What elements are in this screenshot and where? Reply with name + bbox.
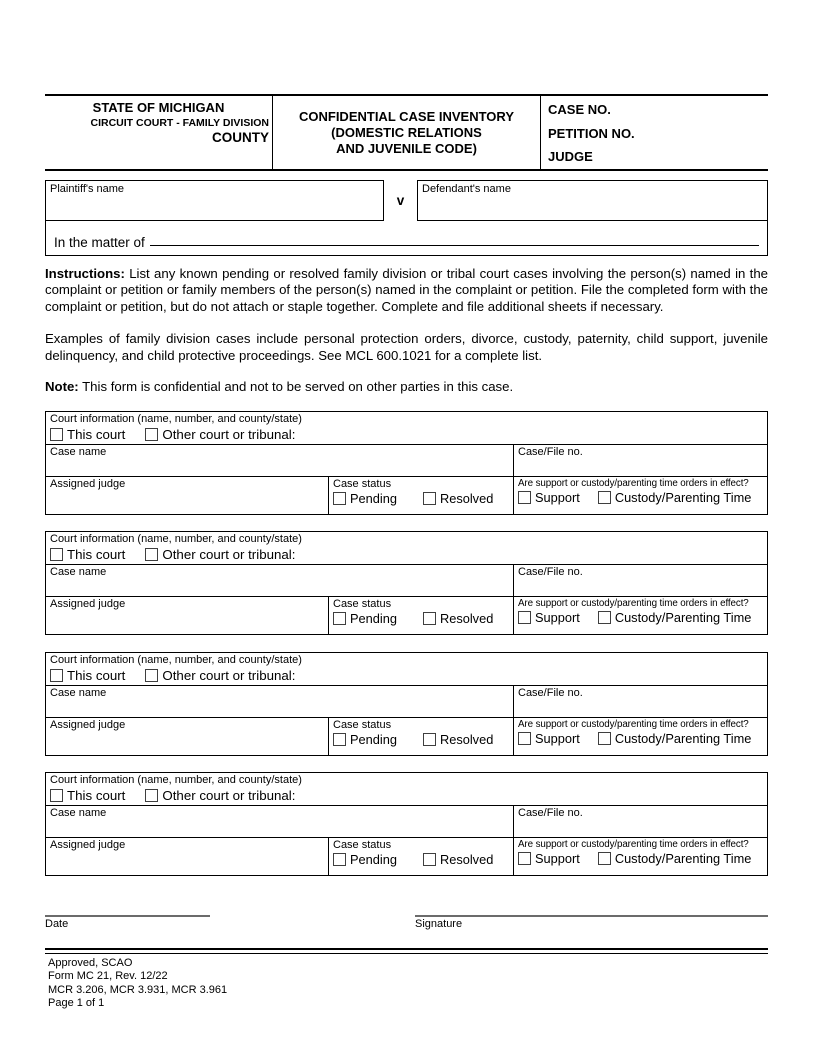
resolved-checkbox[interactable] xyxy=(423,853,436,866)
form-title-line1: CONFIDENTIAL CASE INVENTORY xyxy=(298,108,514,124)
orders-cell xyxy=(514,838,767,875)
support-label: Support xyxy=(535,609,580,625)
examples-paragraph: Examples of family division cases include personal protection orders, divorce, custody, paternity, child support, juvenile delinquency, and child protective proceedings. See MCL 600.1021 for a complete list. xyxy=(45,331,768,363)
this-court-checkbox[interactable] xyxy=(50,669,63,682)
plaintiff-name-label: Plaintiff's name xyxy=(50,183,125,195)
pending-label: Pending xyxy=(350,491,397,506)
orders-question-label: Are support or custody/parenting time orders in effect? xyxy=(518,718,749,730)
other-court-checkbox[interactable] xyxy=(145,428,158,441)
case-name-label: Case name xyxy=(50,565,107,578)
note-text: This form is confidential and not to be served on other parties in this case. xyxy=(78,379,514,395)
court-choice-row xyxy=(50,788,763,803)
this-court-checkbox[interactable] xyxy=(50,548,63,561)
case-file-no-label: Case/File no. xyxy=(518,565,583,578)
other-court-label: Other court or tribunal: xyxy=(162,667,296,683)
defendant-name-label: Defendant's name xyxy=(422,183,511,195)
assigned-judge-label: Assigned judge xyxy=(50,838,126,851)
form-number-label: Form MC 21, Rev. 12/22 xyxy=(48,970,168,983)
pending-checkbox[interactable] xyxy=(333,853,346,866)
case-status-label: Case status xyxy=(333,838,392,851)
instructions-section xyxy=(45,266,768,395)
court-info-row xyxy=(46,653,767,686)
orders-choice-row xyxy=(518,851,765,866)
case-name-row xyxy=(46,806,767,838)
court-choice-row xyxy=(50,668,763,683)
court-division-title: CIRCUIT COURT - FAMILY DIVISION xyxy=(90,117,269,129)
custody-checkbox[interactable] xyxy=(598,611,611,624)
case-name-field[interactable] xyxy=(46,565,514,596)
custody-checkbox[interactable] xyxy=(598,732,611,745)
custody-label: Custody/Parenting Time xyxy=(614,730,752,746)
support-checkbox[interactable] xyxy=(518,611,531,624)
parties-row xyxy=(46,180,767,221)
orders-question-label: Are support or custody/parenting time orders in effect? xyxy=(518,597,749,609)
case-status-cell xyxy=(329,597,514,634)
signature-label: Signature xyxy=(415,918,463,930)
header-court-cell xyxy=(45,96,272,169)
custody-label: Custody/Parenting Time xyxy=(614,489,752,505)
status-choice-row xyxy=(333,732,509,747)
this-court-label: This court xyxy=(67,426,126,442)
court-info-row xyxy=(46,532,767,565)
signature-field[interactable] xyxy=(415,915,768,930)
case-status-cell xyxy=(329,477,514,514)
orders-cell xyxy=(514,477,767,514)
case-name-row xyxy=(46,445,767,477)
orders-choice-row xyxy=(518,610,765,625)
orders-question-label: Are support or custody/parenting time orders in effect? xyxy=(518,838,749,850)
pending-label: Pending xyxy=(350,611,397,626)
orders-question-label: Are support or custody/parenting time orders in effect? xyxy=(518,477,749,489)
status-choice-row xyxy=(333,611,509,626)
case-status-label: Case status xyxy=(333,718,392,731)
status-choice-row xyxy=(333,852,509,867)
this-court-checkbox[interactable] xyxy=(50,428,63,441)
assigned-judge-field[interactable] xyxy=(46,477,329,514)
case-status-cell xyxy=(329,718,514,755)
case-name-field[interactable] xyxy=(46,686,514,717)
custody-label: Custody/Parenting Time xyxy=(614,850,752,866)
assigned-judge-field[interactable] xyxy=(46,718,329,755)
support-label: Support xyxy=(535,489,580,505)
case-status-row xyxy=(46,597,767,634)
support-checkbox[interactable] xyxy=(518,732,531,745)
this-court-label: This court xyxy=(67,667,126,683)
case-name-label: Case name xyxy=(50,445,107,458)
resolved-label: Resolved xyxy=(439,611,494,626)
case-file-no-label: Case/File no. xyxy=(518,686,583,699)
pending-label: Pending xyxy=(350,732,397,747)
court-info-label: Court information (name, number, and county/state) xyxy=(50,774,302,786)
note-paragraph xyxy=(45,379,768,395)
instructions-text: List any known pending or resolved family division or tribal court cases involving the person(s) named in the complaint or petition or family members of the person(s) named in the complaint or petition. File the completed form with the complaint or petition, but do not attach or staple together. Complete and file additional sheets if necessary. xyxy=(45,266,768,314)
case-name-row xyxy=(46,686,767,718)
instructions-paragraph xyxy=(45,266,768,315)
footer-divider xyxy=(45,948,768,954)
case-name-label: Case name xyxy=(50,686,107,699)
case-numbers-cell[interactable] xyxy=(541,96,768,169)
note-lead: Note: xyxy=(45,379,79,395)
case-no-label: CASE NO. xyxy=(548,102,611,117)
resolved-checkbox[interactable] xyxy=(423,733,436,746)
case-file-no-label: Case/File no. xyxy=(518,445,583,458)
case-name-field[interactable] xyxy=(46,806,514,837)
case-status-label: Case status xyxy=(333,597,392,610)
other-court-checkbox[interactable] xyxy=(145,548,158,561)
court-choice-row xyxy=(50,547,763,562)
case-status-cell xyxy=(329,838,514,875)
court-info-label: Court information (name, number, and county/state) xyxy=(50,654,302,666)
this-court-label: This court xyxy=(67,787,126,803)
resolved-checkbox[interactable] xyxy=(423,612,436,625)
court-info-row xyxy=(46,773,767,806)
case-status-label: Case status xyxy=(333,477,392,490)
pending-checkbox[interactable] xyxy=(333,733,346,746)
form-title-cell xyxy=(272,96,541,169)
state-title: STATE OF MICHIGAN xyxy=(92,100,225,115)
case-name-row xyxy=(46,565,767,597)
approved-scao-label: Approved, SCAO xyxy=(48,957,133,969)
signature-line[interactable] xyxy=(415,915,768,917)
case-file-no-label: Case/File no. xyxy=(518,806,583,819)
case-block-3 xyxy=(45,652,768,756)
orders-choice-row xyxy=(518,490,765,505)
date-label: Date xyxy=(45,918,69,930)
court-info-label: Court information (name, number, and county/state) xyxy=(50,533,302,545)
case-file-no-field[interactable] xyxy=(514,565,767,596)
other-court-label: Other court or tribunal: xyxy=(162,787,296,803)
orders-cell xyxy=(514,718,767,755)
case-status-row xyxy=(46,838,767,875)
resolved-checkbox[interactable] xyxy=(423,492,436,505)
assigned-judge-label: Assigned judge xyxy=(50,597,126,610)
case-status-row xyxy=(46,477,767,514)
parties-caption xyxy=(45,180,768,256)
resolved-label: Resolved xyxy=(439,491,494,506)
other-court-checkbox[interactable] xyxy=(145,789,158,802)
case-name-field[interactable] xyxy=(46,445,514,476)
support-label: Support xyxy=(535,850,580,866)
other-court-checkbox[interactable] xyxy=(145,669,158,682)
pending-checkbox[interactable] xyxy=(333,612,346,625)
other-court-label: Other court or tribunal: xyxy=(162,546,296,562)
resolved-label: Resolved xyxy=(439,732,494,747)
custody-checkbox[interactable] xyxy=(598,491,611,504)
case-file-no-field[interactable] xyxy=(514,806,767,837)
case-file-no-field[interactable] xyxy=(514,445,767,476)
mcr-citations-label: MCR 3.206, MCR 3.931, MCR 3.961 xyxy=(48,983,228,996)
case-name-label: Case name xyxy=(50,806,107,819)
assigned-judge-label: Assigned judge xyxy=(50,477,126,490)
custody-checkbox[interactable] xyxy=(598,852,611,865)
this-court-label: This court xyxy=(67,546,126,562)
other-court-label: Other court or tribunal: xyxy=(162,426,296,442)
matter-write-in-line[interactable] xyxy=(150,245,759,246)
versus-label: v xyxy=(396,193,405,208)
defendant-name-field[interactable] xyxy=(417,180,767,221)
case-status-row xyxy=(46,718,767,755)
form-title-line2: (DOMESTIC RELATIONS xyxy=(331,124,482,140)
resolved-label: Resolved xyxy=(439,852,494,867)
case-block-1 xyxy=(45,411,768,515)
instructions-lead: Instructions: xyxy=(45,266,125,281)
petition-no-label: PETITION NO. xyxy=(548,125,635,141)
in-the-matter-of-label: In the matter of xyxy=(54,235,145,250)
assigned-judge-field[interactable] xyxy=(46,597,329,634)
court-choice-row xyxy=(50,427,763,442)
status-choice-row xyxy=(333,491,509,506)
court-info-row xyxy=(46,412,767,445)
support-checkbox[interactable] xyxy=(518,852,531,865)
date-line[interactable] xyxy=(45,915,210,917)
support-checkbox[interactable] xyxy=(518,491,531,504)
county-label: COUNTY xyxy=(212,130,269,145)
assigned-judge-field[interactable] xyxy=(46,838,329,875)
case-file-no-field[interactable] xyxy=(514,686,767,717)
date-field[interactable] xyxy=(45,915,210,930)
judge-label: JUDGE xyxy=(548,149,593,164)
pending-label: Pending xyxy=(350,852,397,867)
form-footer xyxy=(48,957,227,1011)
form-title-line3: AND JUVENILE CODE) xyxy=(336,140,477,156)
court-info-label: Court information (name, number, and county/state) xyxy=(50,413,302,425)
plaintiff-name-field[interactable] xyxy=(46,180,384,221)
assigned-judge-label: Assigned judge xyxy=(50,718,126,731)
orders-choice-row xyxy=(518,731,765,746)
orders-cell xyxy=(514,597,767,634)
page-number-label: Page 1 of 1 xyxy=(48,997,105,1010)
case-block-2 xyxy=(45,531,768,635)
pending-checkbox[interactable] xyxy=(333,492,346,505)
support-label: Support xyxy=(535,730,580,746)
form-header xyxy=(45,94,768,171)
case-block-4 xyxy=(45,772,768,876)
custody-label: Custody/Parenting Time xyxy=(614,609,752,625)
this-court-checkbox[interactable] xyxy=(50,789,63,802)
matter-row xyxy=(46,221,767,254)
